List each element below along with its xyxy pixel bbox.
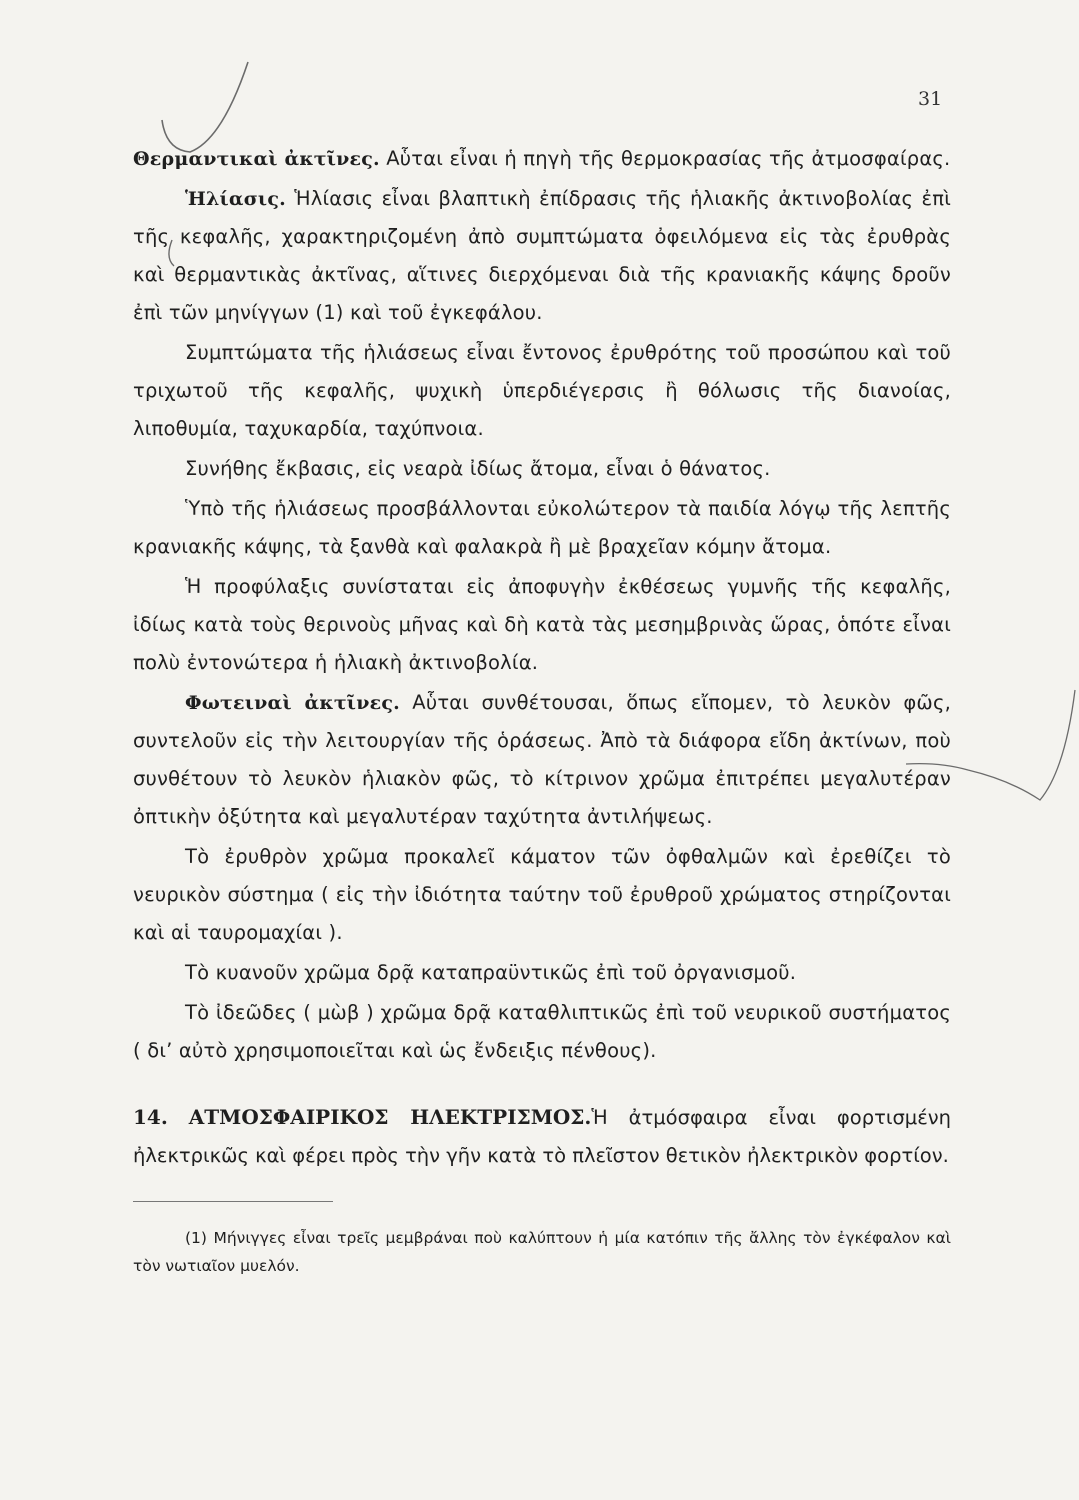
paragraph-heliosis [133, 180, 951, 332]
page-number: 31 [918, 88, 943, 110]
paragraph-text: Αὗται εἶναι ἡ πηγὴ τῆς θερμοκρασίας τῆς ἀτμοσφαίρας. [379, 147, 951, 170]
section-title: ΑΤΜΟΣΦΑΙΡΙΚΟΣ ΗΛΕΚΤΡΙΣΜΟΣ. [188, 1105, 592, 1129]
paragraph-text: Ἡλίασις εἶναι βλαπτικὴ ἐπίδρασις τῆς ἡλιακῆς ἀκτινοβολίας ἐπὶ τῆς κεφαλῆς, χαρακτηριζομένη ἀπὸ συμπτώματα ὀφειλόμενα εἰς τὰς ἐρυθρὰς καὶ θερμαντικὰς ἀκτῖνας, αἵτινες διερχόμεναι διὰ τῆς κρανιακῆς κάψης δροῦν ἐπὶ τῶν μηνίγγων (1) καὶ τοῦ ἐγκεφάλου. [133, 187, 951, 324]
paragraph-outcome: Συνήθης ἔκβασις, εἰς νεαρὰ ἰδίως ἄτομα, εἶναι ὁ θάνατος. [185, 457, 771, 480]
heading-light-rays: Φωτειναὶ ἀκτῖνες. [185, 692, 400, 714]
heading-heliosis: Ἡλίασις. [185, 188, 286, 210]
paragraph-violet-color: Τὸ ἰδεῶδες ( μὼβ ) χρῶμα δρᾷ καταθλιπτικῶς ἐπὶ τοῦ νευρικοῦ συστήματος ( δι’ αὐτὸ χρησιμοποιεῖται καὶ ὡς ἔνδειξις πένθους). [133, 1001, 951, 1062]
paragraph-prevention: Ἡ προφύλαξις συνίσταται εἰς ἀποφυγὴν ἐκθέσεως γυμνῆς τῆς κεφαλῆς, ἰδίως κατὰ τοὺς θερινοὺς μῆνας καὶ δὴ κατὰ τὰς μεσημβρινὰς ὥρας, ὁπότε εἶναι πολὺ ἐντονώτερα ἡ ἡλιακὴ ἀκτινοβολία. [133, 575, 951, 674]
section-text: Ἡ ἀτμόσφαιρα εἶναι φορτισμένη ἠλεκτρικῶς καὶ φέρει πρὸς τὴν γῆν κατὰ τὸ πλεῖστον θετικὸν ἠλεκτρικὸν φορτίον. [133, 1106, 952, 1167]
body-text [133, 140, 951, 1296]
paragraph-text: Αὗται συνθέτουσαι, ὅπως εἴπομεν, τὸ λευκὸν φῶς, συντελοῦν εἰς τὴν λειτουργίαν τῆς ὁράσεως. Ἀπὸ τὰ διάφορα εἴδη ἀκτίνων, ποὺ συνθέτουν τὸ λευκὸν ἡλιακὸν φῶς, τὸ κίτρινον χρῶμα ἐπιτρέπει μεγαλυτέραν ὀπτικὴν ὀξύτητα καὶ μεγαλυτέραν ταχύτητα ἀντιλήψεως. [133, 691, 951, 828]
footnote: (1) Μήνιγγες εἶναι τρεῖς μεμβράναι ποὺ καλύπτουν ἡ μία κατόπιν τῆς ἄλλης τὸν ἐγκέφαλον καὶ τὸν νωτιαῖον μυελόν. [133, 1229, 951, 1275]
paragraph-blue-color: Τὸ κυανοῦν χρῶμα δρᾷ καταπραϋντικῶς ἐπὶ τοῦ ὀργανισμοῦ. [185, 961, 797, 984]
paragraph-thermal-rays [133, 140, 951, 178]
paragraph-light-rays [133, 684, 951, 836]
paragraph-susceptibility: Ὑπὸ τῆς ἡλιάσεως προσβάλλονται εὐκολώτερον τὰ παιδία λόγῳ τῆς λεπτῆς κρανιακῆς κάψης, τὰ ξανθὰ καὶ φαλακρὰ ἢ μὲ βραχεῖαν κόμην ἄτομα. [133, 497, 951, 558]
heading-thermal-rays: Θερμαντικαὶ ἀκτῖνες. [133, 148, 380, 170]
section-14 [133, 1098, 951, 1175]
footnote-divider [133, 1201, 333, 1202]
paragraph-red-color: Τὸ ἐρυθρὸν χρῶμα προκαλεῖ κάματον τῶν ὀφθαλμῶν καὶ ἐρεθίζει τὸ νευρικὸν σύστημα ( εἰς τὴν ἰδιότητα ταύτην τοῦ ἐρυθροῦ χρώματος στηρίζονται καὶ αἱ ταυρομαχίαι ). [133, 845, 951, 944]
section-number: 14. [133, 1105, 168, 1129]
paragraph-symptoms: Συμπτώματα τῆς ἡλιάσεως εἶναι ἔντονος ἐρυθρότης τοῦ προσώπου καὶ τοῦ τριχωτοῦ τῆς κεφαλῆς, ψυχικὴ ὑπερδιέγερσις ἢ θόλωσις τῆς διανοίας, λιποθυμία, ταχυκαρδία, ταχύπνοια. [133, 341, 951, 440]
